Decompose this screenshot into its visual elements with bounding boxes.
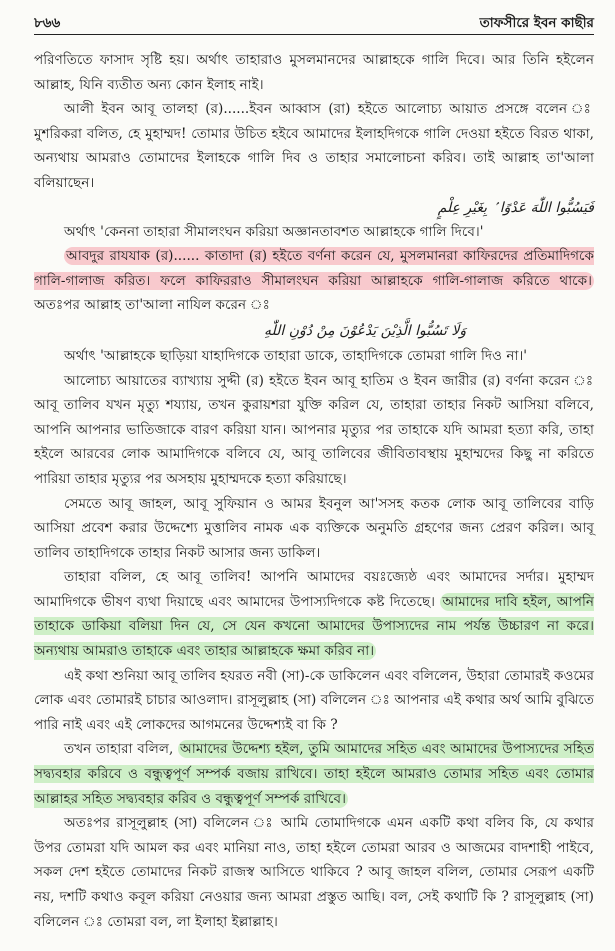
paragraph-6: আলোচ্য আয়াতের ব্যাখ্যায় সুদ্দী (র) হইতে ইবন আবূ হাতিম ও ইবন জারীর (র) বর্ণনা করেন ঃ আবূ তালিব যখন মৃত্যু শয্যায়, তখন কুরায়শরা যুক্তি করিল যে, তাহারা তাহার নিকট আসিয়া বলিবে, আপনি আপনার ভাতিজাকে বারণ করিয়া যান। আপনার মৃত্যুর পর তাহাকে যদি আমরা হত্যা করি, তাহা হইলে আরবের লোক আমাদিগকে বলিবে যে, আবূ তালিবের জীবিতাবস্থায় মুহাম্মদের কিছু না করিতে পারিয়া তাহার মৃত্যুর পর অসহায় মুহাম্মদকে হত্যা করিয়াছে। xyxy=(34,372,594,487)
paragraph-8-start: তাহারা বলিল, হে আবূ তালিব! আপনি আমাদের বয়ঃজ্যেষ্ঠ এবং আমাদের সর্দার। মুহাম্মদ আমাদিগকে ভীষণ ব্যথা দিয়াছে এবং আমাদের উপাস্যদিগকে কষ্ট দিতেছে। xyxy=(34,569,594,610)
highlight-green-1: আমাদের দাবি হইল, আপনি তাহাকে ডাকিয়া বলিয়া দিন যে, সে যেন কখনো আমাদের উপাস্যদের নাম পর্যন্ত উচ্চারণ না করে। অন্যথায় আমরাও তাহাকে এবং তাহার আল্লাহকে ক্ষমা করিব না। xyxy=(34,593,594,660)
page-content xyxy=(34,48,594,934)
paragraph-11: অতঃপর রাসূলুল্লাহ (সা) বলিলেন ঃ আমি তোমাদিগকে এমন একটি কথা বলিব কি, যে কথার উপর তোমরা যদি আমল কর এবং মানিয়া নাও, তাহা হইলে তোমরা আরব ও আজমের বাদশাহী পাইবে, সকল দেশ হইতে তোমাদের নিকট রাজস্ব আসিতে থাকিবে ? আবূ জাহল বলিল, তোমার সেরূপ একটি নয়, দশটি কথাও কবূল করিয়া নেওয়ার জন্য আমরা প্রস্তুত আছি। বল, সেই কথাটি কি ? রাসূলুল্লাহ (সা) বলিলেন ঃ তোমরা বল, লা ইলাহা ইল্লাল্লাহ। xyxy=(34,815,594,930)
paragraph-4-rest: অতঃপর আল্লাহ তা'আলা নাযিল করেন ঃ xyxy=(34,297,270,314)
highlight-green-2: আমাদের উদ্দেশ্য হইল, তুমি আমাদের সহিত এবং আমাদের উপাস্যদের সহিত সদ্ব্যবহার করিবে ও বন্ধুত্বপূর্ণ সম্পর্ক বজায় রাখিবে। তাহা হইলে আমরাও তোমার সহিত এবং তোমার আল্লাহর সহিত সদ্ব্যবহার করিব ও বন্ধুত্বপূর্ণ সম্পর্ক রাখিবে। xyxy=(34,741,594,807)
page-header xyxy=(34,8,594,34)
paragraph-3: অর্থাৎ 'কেননা তাহারা সীমালংঘন করিয়া অজ্ঞানতাবশত আল্লাহকে গালি দিবে।' xyxy=(64,223,484,240)
highlight-pink: আবদুর রাযযাক (র)...... কাতাদা (র) হইতে বর্ণনা করেন যে, মুসলমানরা কাফিরদের প্রতিমাদিগকে গালি-গালাজ করিত। ফলে কাফিররাও সীমালংঘন করিয়া আল্লাহকে গালি-গালাজ করিতে থাকে। xyxy=(34,248,594,289)
paragraph-1: পরিণতিতে ফাসাদ সৃষ্টি হয়। অর্থাৎ তাহারাও মুসলমানদের আল্লাহকে গালি দিবে। আর তিনি হইলেন আল্লাহ, যিনি ব্যতীত অন্য কোন ইলাহ নাই। xyxy=(34,52,594,93)
paragraph-10-start: তখন তাহারা বলিল, xyxy=(64,741,179,758)
paragraph-5: অর্থাৎ 'আল্লাহকে ছাড়িয়া যাহাদিগকে তাহারা ডাকে, তাহাদিগকে তোমরা গালি দিও না।' xyxy=(64,347,528,364)
arabic-verse-2: وَلَا تَسُبُّوا الَّذِيْنَ يَدْعُوْنَ مِنْ دُوْنِ اللّٰهِ xyxy=(264,322,467,339)
paragraph-4 xyxy=(34,244,594,318)
paragraph-2: আলী ইবন আবূ তালহা (র)......ইবন আব্বাস (রা) হইতে আলোচ্য আয়াত প্রসঙ্গে বলেন ঃ মুশরিকরা বলিত, হে মুহাম্মদ! তোমার উচিত হইবে আমাদের ইলাহদিগকে গালি দেওয়া হইতে বিরত থাকা, অন্যথায় আমরাও তোমাদের ইলাহকে গালি দিব ও তাহার সমালোচনা করিব। তাই আল্লাহ তা'আলা বলিয়াছেন। xyxy=(34,101,594,191)
paragraph-8 xyxy=(34,565,594,663)
paragraph-10 xyxy=(34,737,594,811)
page-number: ৮৬৬ xyxy=(34,15,61,31)
paragraph-7: সেমতে আবূ জাহল, আবূ সুফিয়ান ও আমর ইবনুল আ'সসহ কতক লোক আবূ তালিবের বাড়ি আসিয়া প্রবেশ করার উদ্দেশ্যে মুত্তালিব নামক এক ব্যক্তিকে অনুমতি গ্রহণের জন্য প্রেরণ করিল। আবূ তালিব তাহাদিগকে তাহার নিকট আসার জন্য ডাকিল। xyxy=(34,495,594,561)
arabic-verse-1: فَيَسُبُّوا اللّٰهَ عَدْوًا ۢ بِغَيْرِ عِلْمٍ xyxy=(437,199,594,216)
paragraph-9: এই কথা শুনিয়া আবূ তালিব হযরত নবী (সা)-কে ডাকিলেন এবং বলিলেন, উহারা তোমারই কওমের লোক এবং তোমারই চাচার আওলাদ। রাসূলুল্লাহ (সা) বলিলেন ঃ আপনার এই কথার অর্থ আমি বুঝিতে পারি নাই এবং এই লোকদের আগমনের উদ্দেশ্যই বা কি ? xyxy=(34,667,594,733)
header-rule xyxy=(34,34,594,35)
book-page xyxy=(34,0,594,951)
book-title: তাফসীরে ইবন কাছীর xyxy=(479,15,594,31)
